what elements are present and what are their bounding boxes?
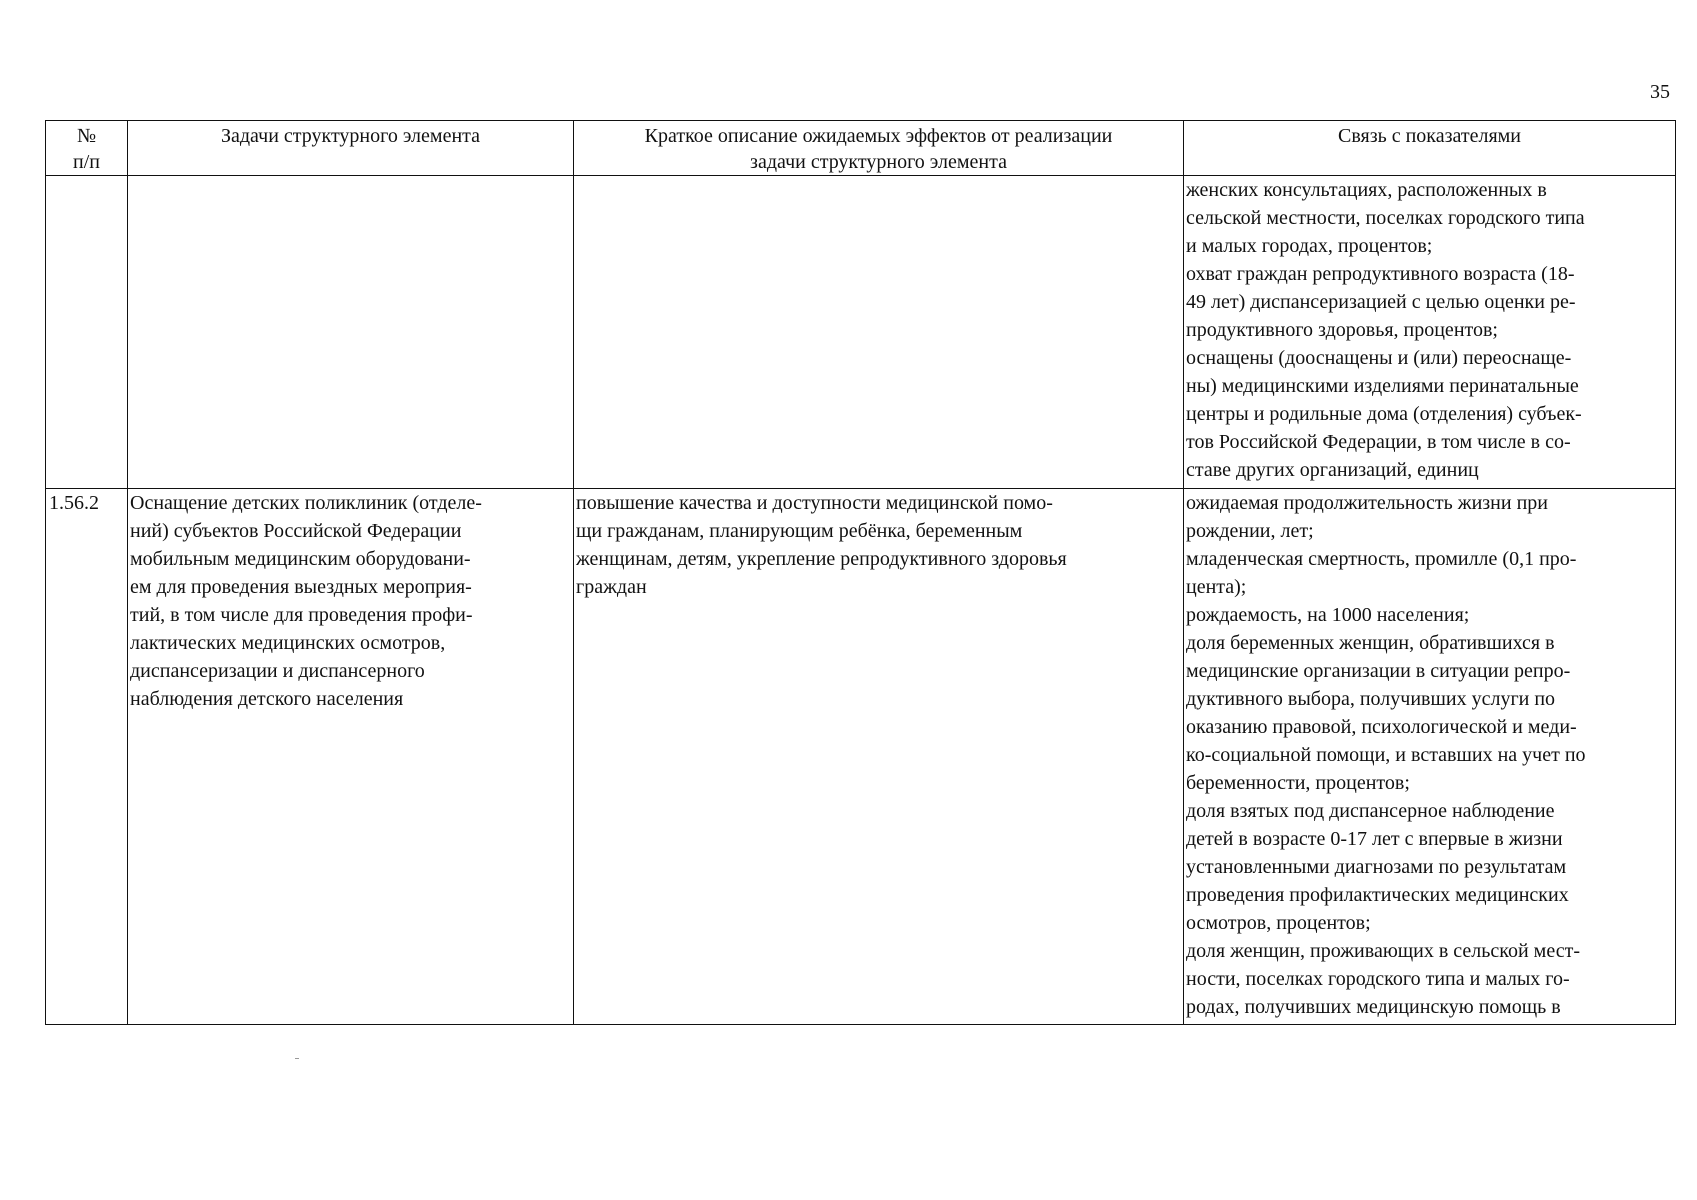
header-tasks — [128, 121, 574, 176]
text-line: беременности, процентов; — [1186, 772, 1410, 794]
text-line: доля взятых под диспансерное наблюдение — [1186, 800, 1555, 822]
page-number: 35 — [1650, 81, 1670, 103]
text-line: женщинам, детям, укрепление репродуктивного здоровья — [576, 548, 1067, 570]
text-line: младенческая смертность, промилле (0,1 про- — [1186, 548, 1577, 570]
text-line: тов Российской Федерации, в том числе в со- — [1186, 431, 1571, 453]
text-line: охват граждан репродуктивного возраста (18- — [1186, 263, 1575, 285]
header-num — [46, 121, 128, 176]
table-body — [46, 176, 1676, 1025]
text-line: установленными диагнозами по результатам — [1186, 856, 1567, 878]
text-line: № — [76, 125, 97, 147]
text-line: медицинские организации в ситуации репро- — [1186, 660, 1571, 682]
cell-num — [46, 176, 128, 489]
cell-effects — [574, 489, 1184, 1025]
text-line: оснащены (дооснащены и (или) переоснаще- — [1186, 347, 1572, 369]
text-line: тий, в том числе для проведения профи- — [130, 604, 473, 626]
cell-indicators — [1184, 489, 1676, 1025]
cell-tasks — [128, 489, 574, 1025]
header-indicators — [1184, 121, 1676, 176]
header-row — [46, 121, 1676, 176]
text-line: ожидаемая продолжительность жизни при — [1186, 492, 1548, 514]
text-line: осмотров, процентов; — [1186, 912, 1371, 934]
measures-table — [45, 120, 1676, 1025]
text-line: доля женщин, проживающих в сельской мест- — [1186, 940, 1580, 962]
table-row-1-56-2 — [46, 489, 1676, 1025]
table-row-continuation — [46, 176, 1676, 489]
text-line: ний) субъектов Российской Федерации — [130, 520, 462, 542]
text-line: ем для проведения выездных мероприя- — [130, 576, 472, 598]
text-line: Краткое описание ожидаемых эффектов от реализации — [644, 125, 1113, 147]
table-header — [46, 121, 1676, 176]
text-line: наблюдения детского населения — [130, 688, 404, 710]
text-line: 49 лет) диспансеризацией с целью оценки ре- — [1186, 291, 1576, 313]
text-line: родах, получивших медицинскую помощь в — [1186, 996, 1561, 1018]
text-line: детей в возрасте 0-17 лет с впервые в жизни — [1186, 828, 1563, 850]
text-line: диспансеризации и диспансерного — [130, 660, 425, 682]
text-line: центры и родильные дома (отделения) субъек- — [1186, 403, 1582, 425]
text-line: ны) медицинскими изделиями перинатальные — [1186, 375, 1579, 397]
text-line: щи гражданам, планирующим ребёнка, беременным — [576, 520, 1023, 542]
cell-indicators — [1184, 176, 1676, 489]
text-line: рождаемость, на 1000 населения; — [1186, 604, 1470, 626]
text-line: сельской местности, поселках городского типа — [1186, 207, 1585, 229]
cell-effects — [574, 176, 1184, 489]
text-line: ко-социальной помощи, и вставших на учет по — [1186, 744, 1586, 766]
text-line: повышение качества и доступности медицинской помо- — [576, 492, 1053, 514]
text-line: и малых городах, процентов; — [1186, 235, 1433, 257]
text-line: доля беременных женщин, обратившихся в — [1186, 632, 1555, 654]
text-line: продуктивного здоровья, процентов; — [1186, 319, 1498, 341]
scan-speck — [295, 1058, 299, 1059]
text-line: задачи структурного элемента — [750, 151, 1007, 173]
text-line: ности, поселках городского типа и малых го- — [1186, 968, 1570, 990]
text-line: цента); — [1186, 576, 1247, 598]
text-line: женских консультациях, расположенных в — [1186, 179, 1547, 201]
text-line: п/п — [73, 151, 100, 173]
text-line: дуктивного выбора, получивших услуги по — [1186, 688, 1556, 710]
cell-tasks — [128, 176, 574, 489]
header-effects — [574, 121, 1184, 176]
text-line: рождении, лет; — [1186, 520, 1314, 542]
text-line: мобильным медицинским оборудовани- — [130, 548, 471, 570]
text-line: граждан — [576, 576, 647, 598]
cell-num: 1.56.2 — [46, 489, 128, 1025]
text-line: Оснащение детских поликлиник (отделе- — [130, 492, 482, 514]
text-line: оказанию правовой, психологической и меди- — [1186, 716, 1577, 738]
text-line: лактических медицинских осмотров, — [130, 632, 446, 654]
text-line: Задачи структурного элемента — [220, 125, 481, 147]
text-line: ставе других организаций, единиц — [1186, 459, 1479, 481]
text-line: Связь с показателями — [1337, 125, 1522, 147]
text-line: проведения профилактических медицинских — [1186, 884, 1569, 906]
